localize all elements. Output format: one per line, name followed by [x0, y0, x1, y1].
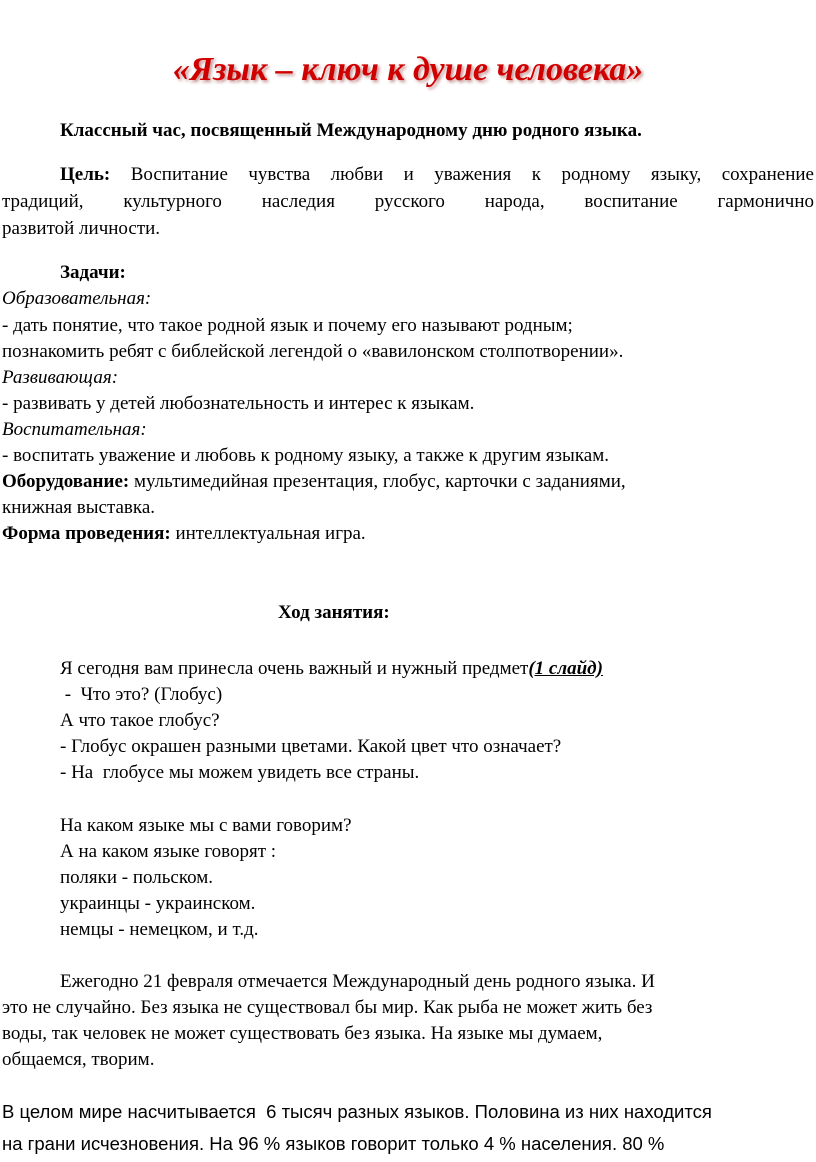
educational-line-1: - дать понятие, что такое родной язык и почему его называют родным;	[2, 315, 573, 336]
lesson-text-1: Я сегодня вам принесла очень важный и нужный предмет	[60, 658, 529, 679]
course-heading: Ход занятия:	[278, 602, 390, 623]
goal-line-1	[2, 162, 814, 188]
goal-text-1: Воспитание чувства любви и уважения к родному языку, сохранение	[110, 164, 814, 185]
paragraph-line-3: воды, так человек не может существовать без языка. На языке мы думаем,	[2, 1023, 603, 1044]
subtitle: Классный час, посвященный Международному дню родного языка.	[60, 120, 642, 141]
equipment-line-1	[2, 469, 626, 495]
lesson-line-8: поляки - польском.	[60, 867, 214, 888]
lesson-line-2: - Что это? (Глобус)	[60, 684, 223, 705]
upbringing-label: Воспитательная:	[2, 419, 147, 440]
equipment-label: Оборудование:	[2, 471, 130, 492]
goal-line-2: традиций, культурного наследия русского народа, воспитание гармонично	[2, 191, 814, 212]
form-line	[2, 521, 366, 547]
tasks-heading: Задачи:	[60, 262, 126, 283]
developing-label: Развивающая:	[2, 367, 119, 388]
form-label: Форма проведения:	[2, 523, 171, 544]
goal-line-3: развитой личности.	[2, 218, 161, 239]
educational-line-2: познакомить ребят с библейской легендой о «вавилонском столпотворении».	[2, 341, 624, 362]
developing-line-1: - развивать у детей любознательность и интерес к языкам.	[2, 393, 475, 414]
lesson-line-10: немцы - немецком, и т.д.	[60, 919, 259, 940]
paragraph-line-4: общаемся, творим.	[2, 1049, 155, 1070]
lesson-line-7: А на каком языке говорят :	[60, 841, 277, 862]
lesson-line-5: - На глобусе мы можем увидеть все страны.	[60, 762, 420, 783]
paragraph-line-1: Ежегодно 21 февраля отмечается Международный день родного языка. И	[60, 971, 655, 992]
upbringing-line-1: - воспитать уважение и любовь к родному языку, а также к другим языкам.	[2, 445, 609, 466]
page-title: «Язык – ключ к душе человека»	[172, 51, 644, 88]
form-text: интеллектуальная игра.	[170, 523, 366, 544]
lesson-line-1	[60, 656, 603, 682]
paragraph-line-2: это не случайно. Без языка не существовал бы мир. Как рыба не может жить без	[2, 997, 653, 1018]
closing-line-2: на грани исчезновения. На 96 % языков говорит только 4 % населения. 80 %	[2, 1133, 665, 1154]
lesson-line-6: На каком языке мы с вами говорим?	[60, 815, 352, 836]
goal-label: Цель:	[60, 164, 111, 185]
slide-reference: (1 слайд)	[528, 658, 603, 679]
equipment-text-1: мультимедийная презентация, глобус, карточки с заданиями,	[129, 471, 626, 492]
lesson-line-4: - Глобус окрашен разными цветами. Какой цвет что означает?	[60, 736, 562, 757]
lesson-line-9: украинцы - украинском.	[60, 893, 256, 914]
lesson-line-3: А что такое глобус?	[60, 710, 220, 731]
educational-label: Образовательная:	[2, 288, 152, 309]
equipment-line-2: книжная выставка.	[2, 497, 156, 518]
closing-line-1: В целом мире насчитывается 6 тысяч разных языков. Половина из них находится	[2, 1101, 712, 1122]
